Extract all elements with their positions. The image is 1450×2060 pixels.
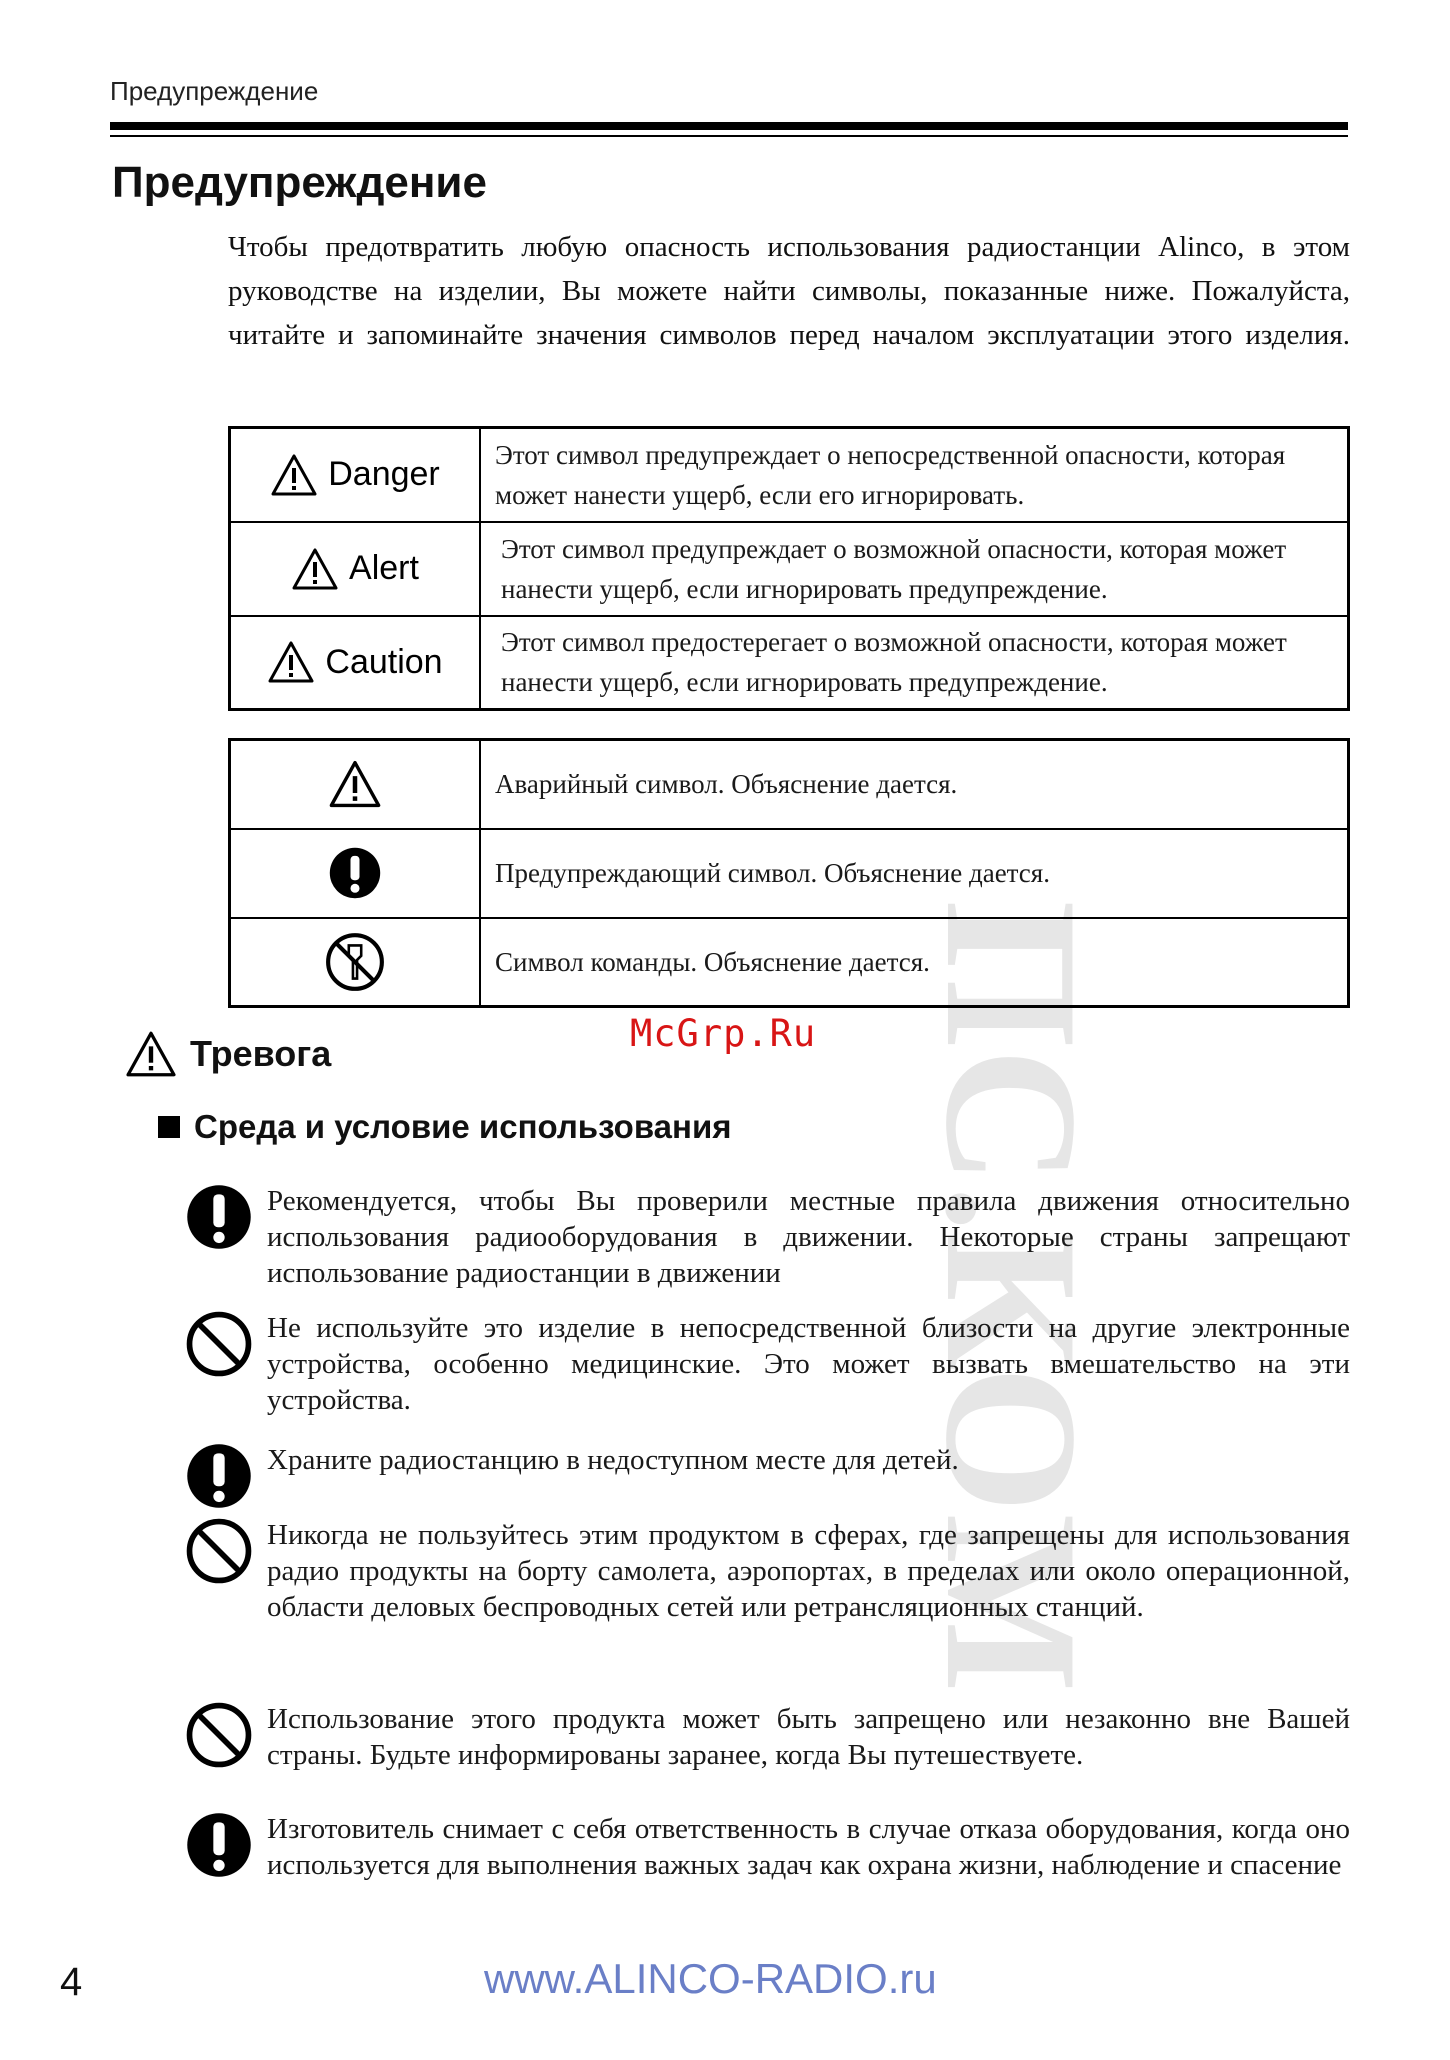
- signal-words-table: [228, 426, 1350, 711]
- warning-triangle-icon: [267, 640, 315, 684]
- subsection-heading: [158, 1108, 732, 1146]
- exclamation-circle-icon: [185, 1442, 253, 1510]
- warning-text: Не используйте это изделие в непосредственной близости на другие электронные устройства, особенно медицинские. Это может вызвать вмешательство на эти устройства.: [267, 1312, 1350, 1416]
- section-heading: [124, 1030, 331, 1078]
- warning-text: Рекомендуется, чтобы Вы проверили местные правила движения относительно использования радиооборудования в движении. Некоторые страны запрещают использование радиостанции в движении: [267, 1185, 1350, 1289]
- intro-paragraph: Чтобы предотвратить любую опасность использования радиостанции Alinco, в этом руководстве на изделии, Вы можете найти символы, показанные ниже. Пожалуйста, читайте и запоминайте значения символов перед началом эксплуатации этого изделия.: [228, 231, 1350, 351]
- table-row: [230, 616, 1349, 710]
- list-item: [185, 1442, 1350, 1515]
- page-number: 4: [60, 1960, 83, 2004]
- warning-triangle-icon: [328, 759, 382, 809]
- table-row: [230, 522, 1349, 616]
- side-watermark: ПС.КОМ: [906, 900, 1116, 1693]
- warning-text: Использование этого продукта может быть запрещено или незаконно вне Вашей страны. Будьте информированы заранее, когда Вы путешествуете.: [267, 1703, 1350, 1771]
- exclamation-circle-icon: [328, 846, 382, 900]
- table-row: [230, 740, 1349, 829]
- square-bullet-icon: [158, 1116, 180, 1138]
- table-row: [230, 428, 1349, 522]
- prohibition-icon: [185, 1310, 253, 1378]
- no-disassemble-icon: [324, 931, 386, 993]
- symbols-table: [228, 738, 1350, 1008]
- danger-label: Danger: [328, 455, 440, 494]
- section-title: Тревога: [190, 1033, 332, 1074]
- list-item: [185, 1183, 1350, 1291]
- prohibition-icon: [185, 1701, 253, 1769]
- prohibition-icon: [185, 1517, 253, 1585]
- running-header: Предупреждение: [110, 76, 319, 106]
- alert-description: Этот символ предупреждает о возможной опасности, которая может нанести ущерб, если игнорировать предупреждение.: [480, 522, 1349, 616]
- exclamation-circle-icon: [185, 1811, 253, 1879]
- symbol-description: Аварийный символ. Объяснение дается.: [480, 740, 1349, 829]
- page-title: Предупреждение: [112, 158, 487, 207]
- warning-text: Изготовитель снимает с себя ответственность в случае отказа оборудования, когда оно используется для выполнения важных задач как охрана жизни, наблюдение и спасение: [267, 1813, 1350, 1881]
- list-item: [185, 1517, 1350, 1625]
- danger-description: Этот символ предупреждает о непосредственной опасности, которая может нанести ущерб, если его игнорировать.: [480, 428, 1349, 522]
- symbol-description: Предупреждающий символ. Объяснение дается.: [480, 829, 1349, 918]
- exclamation-circle-icon: [185, 1183, 253, 1251]
- symbol-description: Символ команды. Объяснение дается.: [480, 918, 1349, 1007]
- alert-label: Alert: [349, 549, 419, 587]
- caution-label: Caution: [325, 642, 443, 681]
- warning-triangle-icon: [124, 1030, 178, 1078]
- list-item: [185, 1701, 1350, 1774]
- header-rule-thick: [110, 122, 1348, 130]
- warning-text: Храните радиостанцию в недоступном месте для детей.: [267, 1444, 959, 1476]
- warning-text: Никогда не пользуйтесь этим продуктом в сферах, где запрещены для использования радио продукты на борту самолета, аэропортах, в пределах или около операционной, области деловых беспроводных сетей или ретрансляционных станций.: [267, 1519, 1350, 1623]
- table-row: [230, 918, 1349, 1007]
- caution-description: Этот символ предостерегает о возможной опасности, которая может нанести ущерб, если игнорировать предупреждение.: [480, 616, 1349, 710]
- list-item: [185, 1310, 1350, 1418]
- watermark-text: McGrp.Ru: [630, 1012, 817, 1055]
- table-row: [230, 829, 1349, 918]
- footer-link[interactable]: www.ALINCO-RADIO.ru: [484, 1955, 937, 2002]
- list-item: [185, 1811, 1350, 1884]
- subsection-title: Среда и условие использования: [194, 1108, 732, 1145]
- warning-triangle-icon: [291, 547, 339, 591]
- warning-triangle-icon: [270, 453, 318, 497]
- header-rule-thin: [110, 135, 1348, 137]
